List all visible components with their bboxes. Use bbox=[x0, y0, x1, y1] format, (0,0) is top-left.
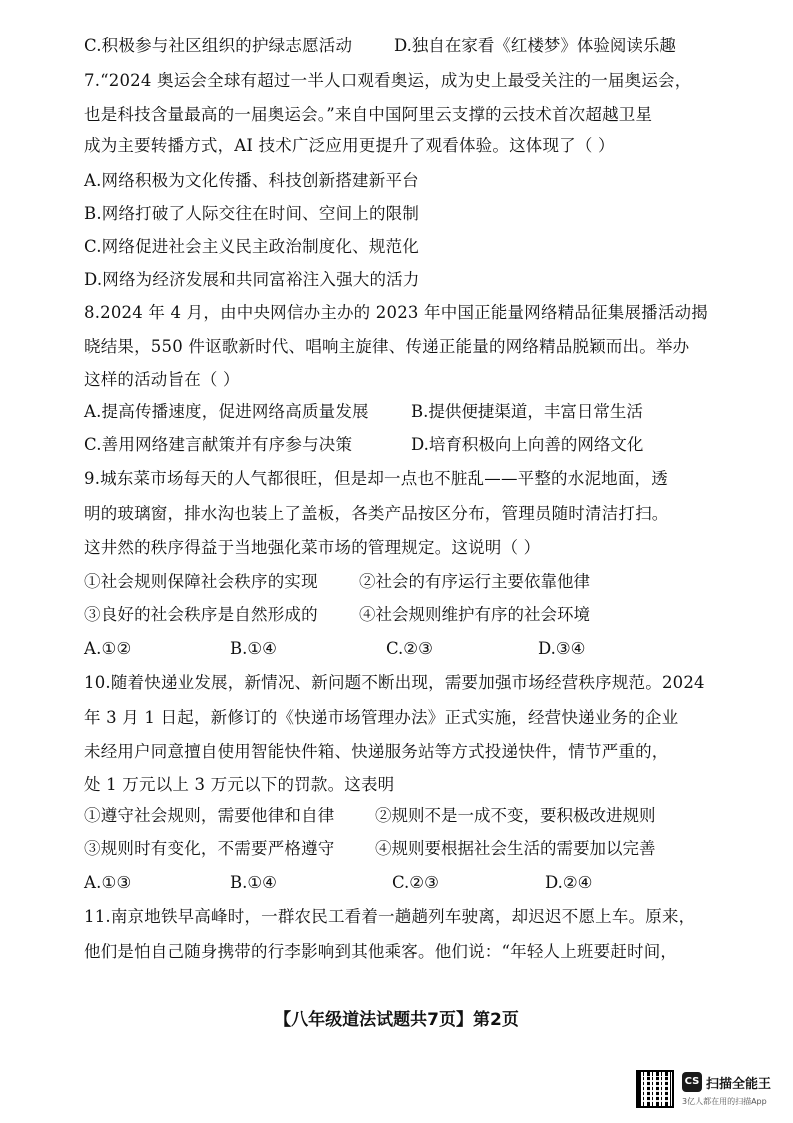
question-7-option-a: A.网络积极为文化传播、科技创新搭建新平台 bbox=[84, 171, 419, 190]
question-7-option-b: B.网络打破了人际交往在时间、空间上的限制 bbox=[84, 204, 420, 223]
question-10-statement-1: ①遵守社会规则，需要他律和自律 bbox=[84, 806, 335, 825]
question-9-statement-2: ②社会的有序运行主要依靠他律 bbox=[359, 572, 590, 591]
question-9-line-2: 明的玻璃窗，排水沟也装上了盖板，各类产品按区分布，管理员随时清洁打扫。 bbox=[84, 504, 669, 523]
scanner-watermark bbox=[636, 1068, 786, 1112]
question-9-statement-4: ④社会规则维护有序的社会环境 bbox=[359, 605, 590, 624]
question-8-line-2: 晓结果，550 件讴歌新时代、唱响主旋律、传递正能量的网络精品脱颖而出。举办 bbox=[84, 337, 690, 356]
scanner-brand: 扫描全能王 bbox=[706, 1077, 772, 1092]
question-10-line-1: 10.随着快递业发展，新情况、新问题不断出现，需要加强市场经营秩序规范。2024 bbox=[84, 673, 705, 692]
question-9-statement-1: ①社会规则保障社会秩序的实现 bbox=[84, 572, 318, 591]
question-9-option-b: B.①④ bbox=[230, 639, 277, 658]
question-10-line-2: 年 3 月 1 日起，新修订的《快递市场管理办法》正式实施，经营快递业务的企业 bbox=[84, 708, 679, 727]
question-10-option-b: B.①④ bbox=[230, 873, 277, 892]
question-8-line-1: 8.2024 年 4 月，由中央网信办主办的 2023 年中国正能量网络精品征集展播活动揭 bbox=[84, 303, 708, 322]
question-11-line-1: 11.南京地铁早高峰时，一群农民工看着一趟趟列车驶离，却迟迟不愿上车。原来， bbox=[84, 907, 696, 926]
question-10-statement-3: ③规则时有变化，不需要严格遵守 bbox=[84, 839, 335, 858]
question-7-line-2: 也是科技含量最高的一届奥运会。”来自中国阿里云支撑的云技术首次超越卫星 bbox=[84, 105, 653, 124]
question-9-option-c: C.②③ bbox=[386, 639, 433, 658]
question-11-line-2: 他们是怕自己随身携带的行李影响到其他乘客。他们说：“年轻人上班要赶时间， bbox=[84, 942, 678, 961]
question-10-statement-4: ④规则要根据社会生活的需要加以完善 bbox=[375, 839, 656, 858]
option-7-prev-d: D.独自在家看《红楼梦》体验阅读乐趣 bbox=[394, 36, 676, 55]
question-9-option-d: D.③④ bbox=[538, 639, 586, 658]
question-10-option-d: D.②④ bbox=[545, 873, 593, 892]
camscanner-logo-icon: CS bbox=[682, 1072, 702, 1092]
question-7-option-c: C.网络促进社会主义民主政治制度化、规范化 bbox=[84, 237, 419, 256]
page-footer: 【八年级道法试题共7页】第2页 bbox=[274, 1010, 519, 1030]
question-10-option-c: C.②③ bbox=[392, 873, 439, 892]
option-7-prev-c: C.积极参与社区组织的护绿志愿活动 bbox=[84, 36, 353, 55]
qr-code-icon bbox=[636, 1070, 674, 1108]
question-10-statement-2: ②规则不是一成不变，要积极改进规则 bbox=[375, 806, 656, 825]
question-8-option-c: C.善用网络建言献策并有序参与决策 bbox=[84, 435, 353, 454]
question-9-line-1: 9.城东菜市场每天的人气都很旺，但是却一点也不脏乱——平整的水泥地面，透 bbox=[84, 469, 668, 488]
question-8-option-b: B.提供便捷渠道，丰富日常生活 bbox=[411, 402, 643, 421]
question-10-line-3: 未经用户同意擅自使用智能快件箱、快递服务站等方式投递快件，情节严重的， bbox=[84, 742, 669, 761]
question-7-option-d: D.网络为经济发展和共同富裕注入强大的活力 bbox=[84, 270, 420, 289]
question-10-option-a: A.①③ bbox=[84, 873, 132, 892]
question-9-statement-3: ③良好的社会秩序是自然形成的 bbox=[84, 605, 318, 624]
question-8-line-3: 这样的活动旨在（ ） bbox=[84, 370, 240, 389]
question-7-line-1: 7.“2024 奥运会全球有超过一半人口观看奥运，成为史上最受关注的一届奥运会， bbox=[84, 71, 692, 90]
question-7-line-3: 成为主要转播方式，AI 技术广泛应用更提升了观看体验。这体现了（ ） bbox=[84, 136, 615, 155]
scanner-tagline: 3亿人都在用的扫描App bbox=[682, 1097, 767, 1106]
question-9-option-a: A.①② bbox=[84, 639, 132, 658]
question-10-line-4: 处 1 万元以上 3 万元以下的罚款。这表明 bbox=[84, 775, 395, 794]
question-8-option-d: D.培育积极向上向善的网络文化 bbox=[411, 435, 644, 454]
question-8-option-a: A.提高传播速度，促进网络高质量发展 bbox=[84, 402, 369, 421]
question-9-line-3: 这井然的秩序得益于当地强化菜市场的管理规定。这说明（ ） bbox=[84, 538, 541, 557]
